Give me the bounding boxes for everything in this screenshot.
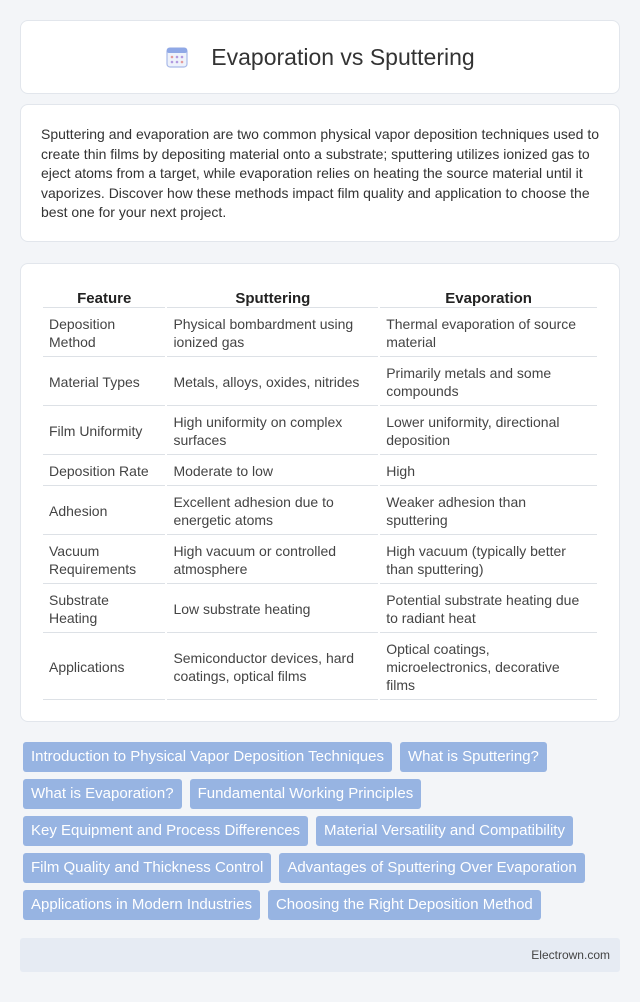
table-row [43,635,597,700]
footer [20,938,620,972]
link-film-quality[interactable]: Film Quality and Thickness Control [23,853,271,883]
intro-card [20,104,620,242]
evaporation-cell: Optical coatings, microelectronics, decorative films [380,635,597,700]
table-row [43,310,597,357]
link-working-principles[interactable]: Fundamental Working Principles [190,779,422,809]
feature-cell: Applications [43,635,165,700]
sputtering-cell: High uniformity on complex surfaces [167,408,378,455]
evaporation-cell: Weaker adhesion than sputtering [380,488,597,535]
sputtering-cell: Moderate to low [167,457,378,486]
feature-cell: Material Types [43,359,165,406]
table-header-row [43,286,597,308]
evaporation-cell: Thermal evaporation of source material [380,310,597,357]
table-row [43,488,597,535]
related-links [20,742,620,927]
link-what-is-sputtering[interactable]: What is Sputtering? [400,742,547,772]
feature-cell: Film Uniformity [43,408,165,455]
evaporation-cell: Lower uniformity, directional deposition [380,408,597,455]
title-card [20,20,620,94]
table-row [43,537,597,584]
sputtering-cell: High vacuum or controlled atmosphere [167,537,378,584]
link-choosing-method[interactable]: Choosing the Right Deposition Method [268,890,541,920]
sputtering-cell: Physical bombardment using ionized gas [167,310,378,357]
feature-cell: Substrate Heating [43,586,165,633]
evaporation-cell: Primarily metals and some compounds [380,359,597,406]
link-equipment-differences[interactable]: Key Equipment and Process Differences [23,816,308,846]
header-feature: Feature [43,286,165,308]
table-row [43,359,597,406]
header-evaporation: Evaporation [380,286,597,308]
comparison-table [41,284,599,702]
table-row [43,457,597,486]
page-title: Evaporation vs Sputtering [211,43,475,70]
link-intro-pvd[interactable]: Introduction to Physical Vapor Deposition Techniques [23,742,392,772]
evaporation-cell: Potential substrate heating due to radiant heat [380,586,597,633]
sputtering-cell: Excellent adhesion due to energetic atoms [167,488,378,535]
sputtering-cell: Metals, alloys, oxides, nitrides [167,359,378,406]
link-material-versatility[interactable]: Material Versatility and Compatibility [316,816,573,846]
table-row [43,408,597,455]
table-row [43,586,597,633]
feature-cell: Vacuum Requirements [43,537,165,584]
feature-cell: Deposition Method [43,310,165,357]
link-what-is-evaporation[interactable]: What is Evaporation? [23,779,182,809]
intro-text: Sputtering and evaporation are two common physical vapor deposition techniques used to create thin films by depositing material onto a substrate; sputtering utilizes ionized gas to eject atoms from a target, while evaporation relies on heating the source material until it vaporizes. Discover how these methods impact film quality and application to choose the best one for your next project. [41,126,600,221]
sputtering-cell: Semiconductor devices, hard coatings, optical films [167,635,378,700]
calendar-icon [165,45,189,69]
evaporation-cell: High [380,457,597,486]
footer-source: Electrown.com [531,948,610,962]
comparison-table-card [20,263,620,722]
feature-cell: Deposition Rate [43,457,165,486]
evaporation-cell: High vacuum (typically better than sputtering) [380,537,597,584]
sputtering-cell: Low substrate heating [167,586,378,633]
link-applications[interactable]: Applications in Modern Industries [23,890,260,920]
link-advantages-sputtering[interactable]: Advantages of Sputtering Over Evaporation [279,853,584,883]
feature-cell: Adhesion [43,488,165,535]
header-sputtering: Sputtering [167,286,378,308]
